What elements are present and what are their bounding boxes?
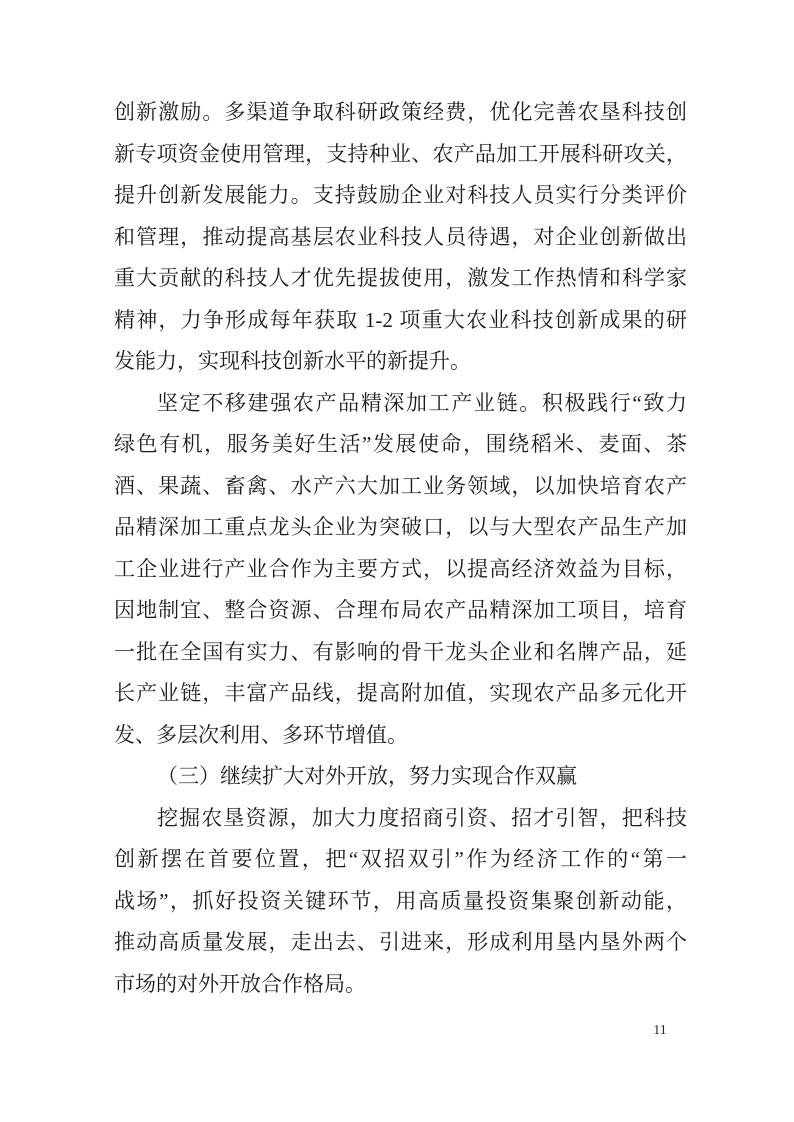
text-line: 发能力，实现科技创新水平的新提升。 bbox=[114, 349, 471, 373]
text-line: 创新激励。多渠道争取科研政策经费，优化完善农垦科技创 bbox=[114, 100, 687, 124]
text-line: 长产业链，丰富产品线，提高附加值，实现农产品多元化开 bbox=[114, 681, 687, 705]
text-line: （三）继续扩大对外开放，努力实现合作双赢 bbox=[157, 764, 577, 788]
text-line: 提升创新发展能力。支持鼓励企业对科技人员实行分类评价 bbox=[114, 183, 687, 207]
text-line: 重大贡献的科技人才优先提拔使用，激发工作热情和科学家 bbox=[114, 266, 687, 290]
text-line: 品精深加工重点龙头企业为突破口，以与大型农产品生产加 bbox=[114, 515, 687, 539]
text-line: 精神，力争形成每年获取 1-2 项重大农业科技创新成果的研 bbox=[114, 307, 687, 332]
document-body-text bbox=[114, 92, 687, 1005]
text-line: 绿色有机，服务美好生活”发展使命，围绕稻米、麦面、茶 bbox=[114, 432, 687, 456]
text-line: 市场的对外开放合作格局。 bbox=[114, 971, 366, 996]
page-number: 11 bbox=[653, 1023, 667, 1038]
text-line: 挖掘农垦资源，加大力度招商引资、招才引智，把科技 bbox=[157, 805, 687, 830]
text-line: 和管理，推动提高基层农业科技人员待遇，对企业创新做出 bbox=[114, 224, 687, 249]
text-line: 推动高质量发展，走出去、引进来，形成利用垦内垦外两个 bbox=[114, 930, 687, 954]
text-line: 因地制宜、整合资源、合理布局农产品精深加工项目，培育 bbox=[114, 598, 687, 622]
text-line: 一批在全国有实力、有影响的骨干龙头企业和名牌产品，延 bbox=[114, 639, 687, 664]
text-line: 发、多层次利用、多环节增值。 bbox=[114, 722, 408, 747]
text-line: 工企业进行产业合作为主要方式，以提高经济效益为目标， bbox=[114, 556, 687, 581]
text-line: 坚定不移建强农产品精深加工产业链。积极践行“致力 bbox=[157, 390, 687, 415]
text-line: 酒、果蔬、畜禽、水产六大加工业务领域，以加快培育农产 bbox=[114, 473, 687, 498]
text-line: 创新摆在首要位置，把“双招双引”作为经济工作的“第一 bbox=[114, 847, 687, 871]
text-line: 战场”，抓好投资关键环节，用高质量投资集聚创新动能， bbox=[114, 888, 687, 913]
text-line: 新专项资金使用管理，支持种业、农产品加工开展科研攻关， bbox=[114, 141, 687, 166]
